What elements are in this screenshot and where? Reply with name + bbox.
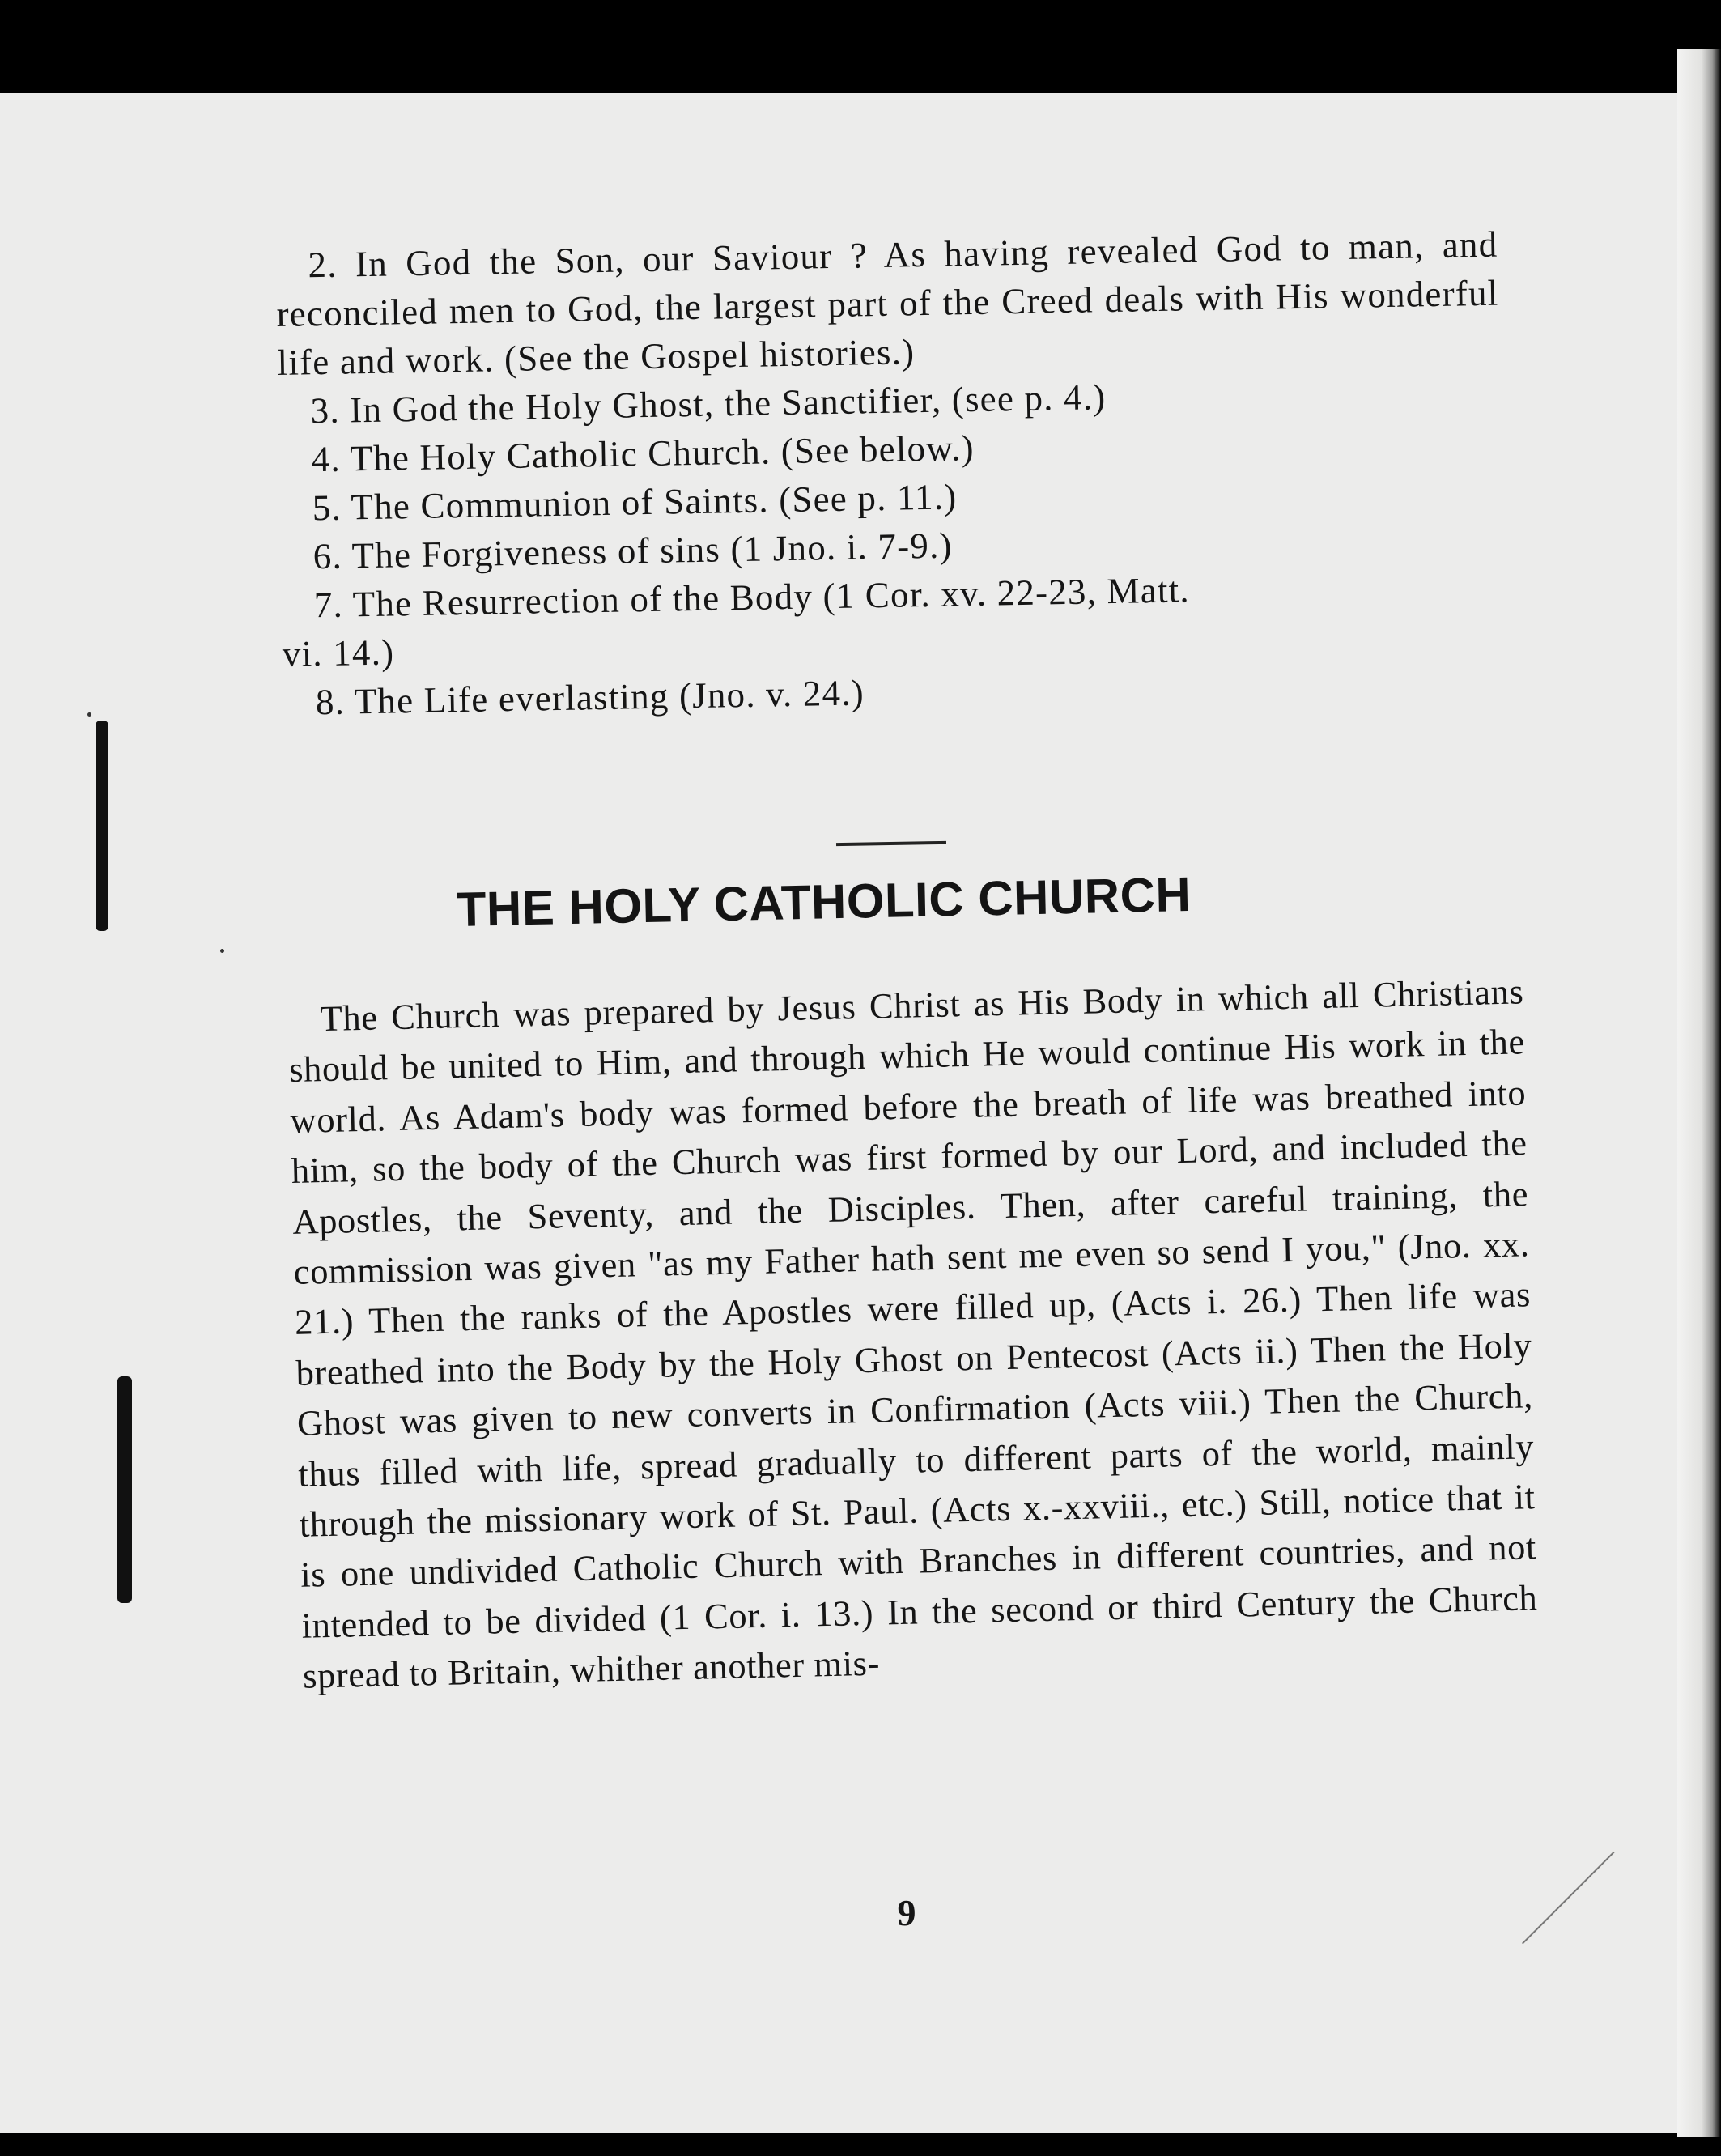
list-item: 2. In God the Son, our Saviour ? As having revealed God to man, and reconciled men to God, the largest part of the Creed deals with His wonderful life and work. (See the Gospel histories.): [276, 223, 1499, 383]
page-edge-shadow: [1677, 49, 1721, 2137]
ink-speck: [87, 712, 91, 717]
list-item: 8. The Life everlasting (Jno. v. 24.): [315, 672, 865, 723]
list-item-continuation: vi. 14.): [282, 631, 395, 674]
section-heading: THE HOLY CATHOLIC CHURCH: [456, 866, 1192, 937]
binding-staple-mark: [96, 721, 108, 931]
creed-articles-list: [275, 220, 1506, 727]
list-item: 6. The Forgiveness of sins (1 Jno. i. 7-9.): [312, 525, 954, 577]
list-item: 4. The Holy Catholic Church. (See below.): [311, 427, 975, 480]
page-number: 9: [897, 1892, 916, 1933]
list-item: 7. The Resurrection of the Body (1 Cor. xv. 22-23, Matt.: [313, 569, 1191, 626]
list-item: 3. In God the Holy Ghost, the Sanctifier, (see p. 4.): [310, 376, 1107, 432]
list-item: 5. The Communion of Saints. (See p. 11.): [312, 476, 958, 529]
binding-staple-mark: [117, 1376, 132, 1603]
ink-speck: [220, 949, 224, 953]
body-paragraph: The Church was prepared by Jesus Christ as His Body in which all Christians should be united to Him, and through which He would continue His work in the world. As Adam's body was formed before the breath of life was breathed into him, so the body of the Church was first formed by our Lord, and included the Apostles, the Seventy, and the Disciples. Then, after careful training, the commission was given "as my Father hath sent me even so send I you," (Jno. xx. 21.) Then the ranks of the Apostles were filled up, (Acts i. 26.) Then life was breathed into the Body by the Holy Ghost on Pentecost (Acts ii.) Then the Holy Ghost was given to new converts in Confirmation (Acts viii.) Then the Church, thus filled with life, spread gradually to different parts of the world, mainly through the missionary work of St. Paul. (Acts x.-xxviii., etc.) Still, notice that it is one undivided Catholic Church with Branches in different countries, and not intended to be divided (1 Cor. i. 13.) In the second or third Century the Church spread to Britain, whither another mis-: [288, 971, 1538, 1697]
body-text-block: [287, 966, 1539, 1701]
